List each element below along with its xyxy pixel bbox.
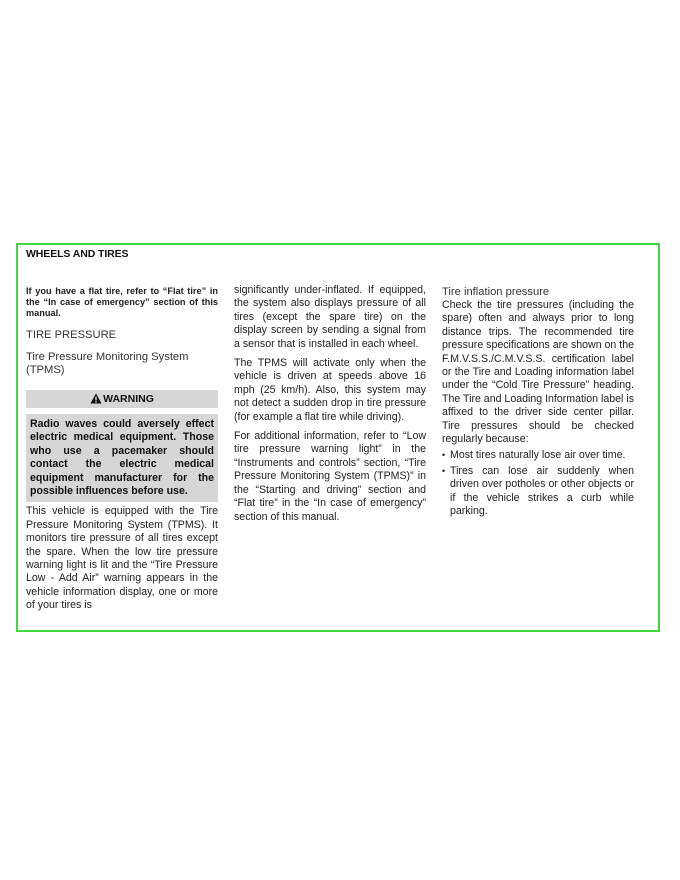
paragraph-check-pressures: Check the tire pressures (including the spare) often and always prior to long distance trips. The recommended tire pressure specifications are shown on the F.M.V.S.S./C.M.V.S.S. certification label or the Tire and Loading information label under the “Cold Tire Pressure” heading. The Tire and Loading Information label is affixed to the driver side center pillar. Tire pressures should be checked regularly because: bbox=[442, 299, 634, 446]
paragraph-activation: The TPMS will activate only when the vehicle is driven at speeds above 16 mph (25 km/h). Also, this system may not detect a sudden drop in tire pressure (for example a flat tire while driving). bbox=[234, 357, 426, 423]
list-item: • Tires can lose air suddenly when driven over potholes or other objects or if the vehicle strikes a curb while parking. bbox=[442, 465, 634, 519]
column-2 bbox=[234, 284, 426, 524]
list-item: • Most tires naturally lose air over time. bbox=[442, 449, 634, 462]
subheading-inflation: Tire inflation pressure bbox=[442, 286, 550, 298]
paragraph-additional-info: For additional information, refer to “Low tire pressure warning light” in the “Instruments and controls” section, “Tire Pressure Monitoring System (TPMS)” in the “Starting and driving” section and “Flat tire” in the “In case of emergency” section of this manual. bbox=[234, 430, 426, 523]
flat-tire-note: If you have a flat tire, refer to “Flat tire” in the “In case of emergency” section of this manual. bbox=[26, 286, 218, 318]
warning-icon bbox=[90, 393, 102, 404]
warning-box: Radio waves could aversely effect electric medical equipment. Those who use a pacemaker should contact the electric medical equipment manufacturer for the possible influences before use. bbox=[26, 414, 218, 502]
warning-label: WARNING bbox=[103, 393, 154, 405]
warning-bar bbox=[26, 390, 218, 408]
column-3 bbox=[442, 284, 634, 521]
tpms-intro: This vehicle is equipped with the Tire Pressure Monitoring System (TPMS). It monitors tire pressure of all tires except the spare. When the low tire pressure warning light is lit and the “Tire Pressure Low - Add Air” warning appears in the vehicle information display, one or more of your tires is bbox=[26, 505, 218, 612]
column-1 bbox=[26, 284, 218, 613]
heading-tire-pressure: TIRE PRESSURE bbox=[26, 329, 117, 341]
paragraph-underinflated: significantly under-inflated. If equipped, the system also displays pressure of all tires (except the spare tire) on the display screen by sending a signal from a sensor that is installed in each wheel. bbox=[234, 284, 426, 350]
section-title: WHEELS AND TIRES bbox=[26, 248, 129, 260]
reasons-list bbox=[442, 449, 634, 518]
heading-tpms: Tire Pressure Monitoring System (TPMS) bbox=[26, 351, 189, 376]
